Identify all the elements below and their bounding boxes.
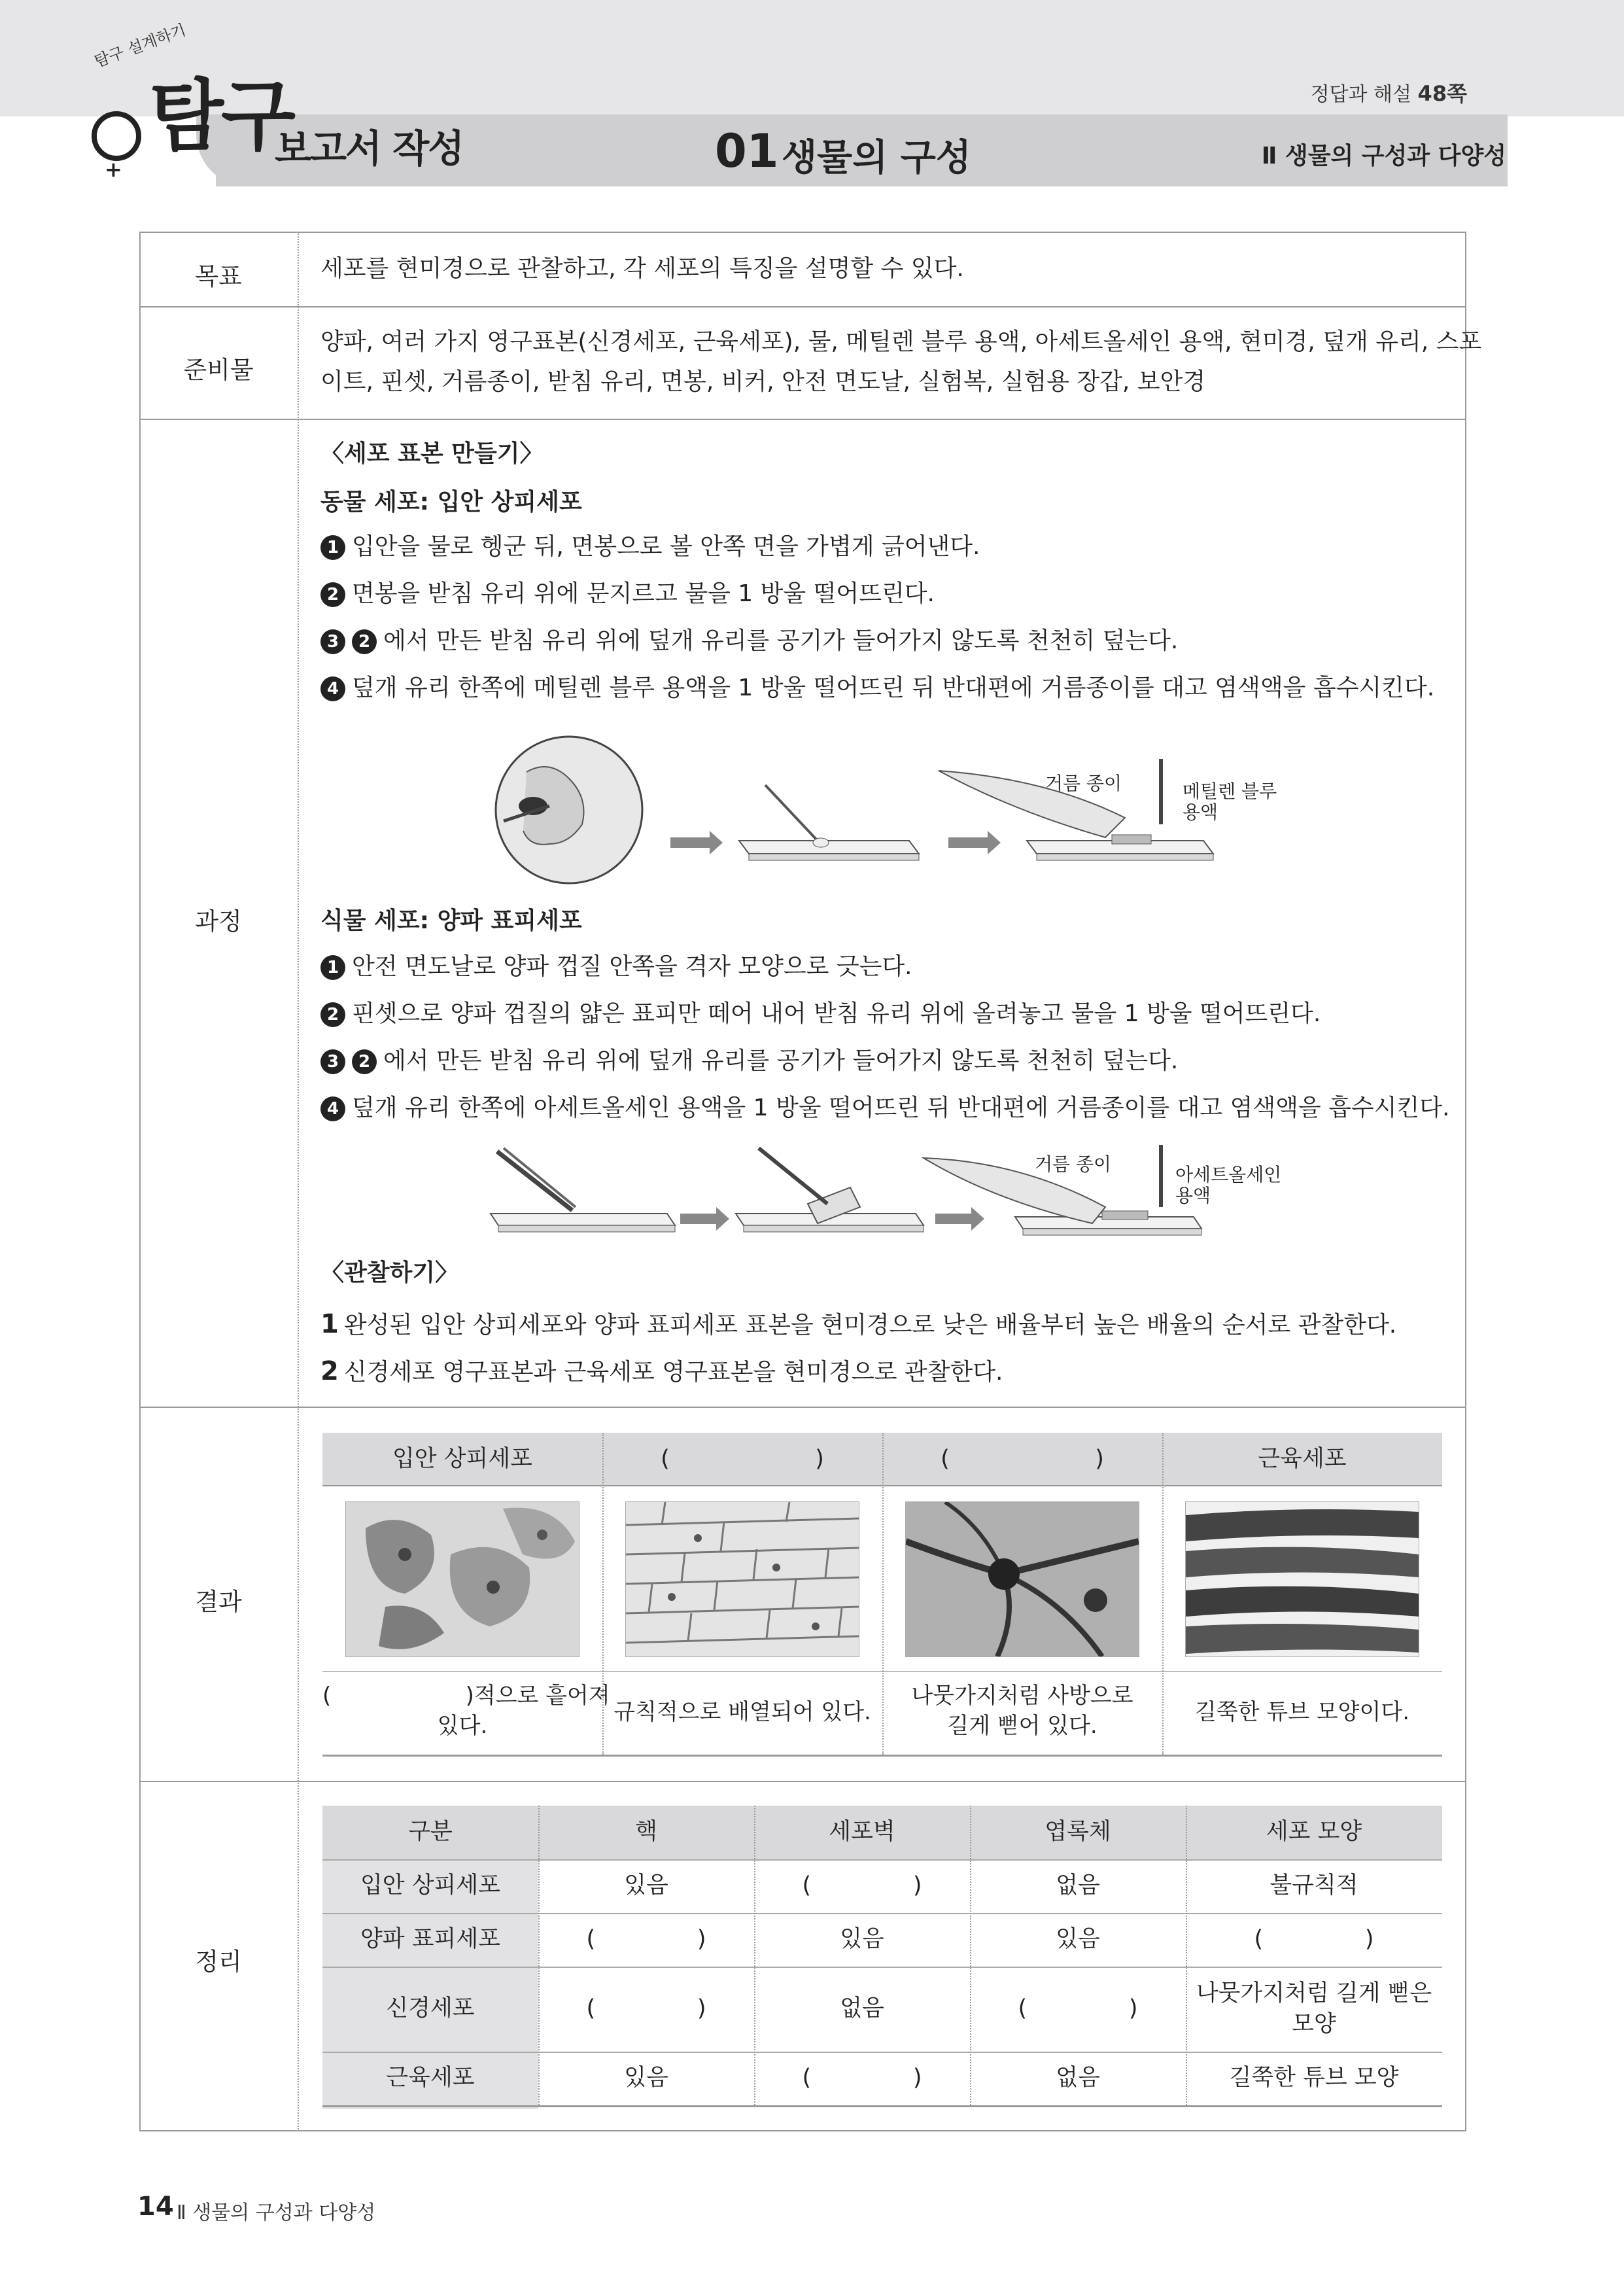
- result-header-epithelial: 입안 상피세포: [392, 1446, 532, 1472]
- result-label: 결과: [195, 1588, 242, 1616]
- plant-step-1: 1 안전 면도날로 양파 껍질 안쪽을 격자 모양으로 긋는다.: [320, 955, 912, 980]
- tweezers-slide-illustration: [491, 1148, 675, 1232]
- summary-cell: 있음: [624, 2065, 668, 2092]
- step-reference: 2: [352, 629, 377, 654]
- slide-swab-illustration: [739, 785, 919, 860]
- animal-fig-paper-label: 거름 종이: [1045, 773, 1122, 794]
- animal-cell-title: 동물 세포: 입안 상피세포: [320, 489, 582, 516]
- coverslip-slide-illustration: [736, 1148, 924, 1232]
- summary-header-nucleus: 핵: [635, 1819, 657, 1846]
- plus-icon: +: [105, 157, 122, 182]
- animal-step-2: 2 면봉을 받침 유리 위에 문지르고 물을 1 방울 떨어뜨린다.: [320, 582, 935, 607]
- answer-reference: 정답과 해설 48쪽: [1310, 81, 1467, 106]
- plant-step-2: 2 핀셋으로 양파 껍질의 얇은 표피만 떼어 내어 받침 유리 위에 올려놓고 물을 1 방울 떨어뜨린다.: [320, 1002, 1321, 1027]
- nerve-cell-micrograph: [905, 1501, 1139, 1657]
- onion-cell-micrograph: [625, 1501, 859, 1657]
- step-number: 2: [320, 1002, 345, 1027]
- summary-header-cell-shape: 세포 모양: [1266, 1819, 1362, 1846]
- animal-step-1: 1 입안을 물로 헹군 뒤, 면봉으로 볼 안쪽 면을 가볍게 긁어낸다.: [320, 535, 980, 560]
- result-caption-onion: 규칙적으로 배열되어 있다.: [613, 1699, 871, 1725]
- process-label: 과정: [195, 907, 242, 936]
- result-header-blank-1: ( ): [661, 1446, 824, 1472]
- summary-cell: 있음: [624, 1872, 668, 1899]
- summary-cell: 없음: [1056, 1872, 1100, 1899]
- badge-title: 탐구: [149, 71, 293, 161]
- summary-cell: 나뭇가지처럼 길게 뻗은 모양: [1196, 1980, 1432, 2037]
- plant-step-3: 3 2 에서 만든 받침 유리 위에 덮개 유리를 공기가 들어가지 않도록 천천히 덮는다.: [320, 1049, 1178, 1074]
- animal-step-4: 4 덮개 유리 한쪽에 메틸렌 블루 용액을 1 방울 떨어뜨린 뒤 반대편에 거름종이를 대고 염색액을 흡수시킨다.: [320, 676, 1434, 701]
- arrow-icon: [680, 1207, 729, 1231]
- row-divider: [139, 1781, 1466, 1782]
- summary-blank-cell: ( ): [1018, 1995, 1138, 2022]
- step-number: 1: [320, 1309, 339, 1339]
- chapter-title: 생물의 구성: [782, 137, 971, 179]
- summary-row-label: 양파 표피세포: [360, 1926, 500, 1953]
- summary-header-category: 구분: [408, 1819, 453, 1846]
- summary-row-label: 입안 상피세포: [360, 1872, 500, 1899]
- summary-cell: 없음: [1056, 2065, 1100, 2092]
- observe-step-2: 2 신경세포 영구표본과 근육세포 영구표본을 현미경으로 관찰한다.: [320, 1356, 1003, 1386]
- step-number: 1: [320, 535, 345, 560]
- step-number: 2: [320, 582, 345, 607]
- step-number: 4: [320, 1096, 345, 1121]
- result-header-muscle: 근육세포: [1258, 1446, 1347, 1472]
- animal-specimen-figure: [491, 733, 1275, 896]
- step-number: 3: [320, 629, 345, 654]
- magnifier-icon: [92, 111, 141, 161]
- materials-line-1: 양파, 여러 가지 영구표본(신경세포, 근육세포), 물, 메틸렌 블루 용액, 아세트올세인 용액, 현미경, 덮개 유리, 스포: [320, 328, 1482, 355]
- step-number: 2: [320, 1356, 339, 1386]
- summary-header-chloroplast: 엽록체: [1045, 1819, 1111, 1846]
- summary-cell: 있음: [840, 1926, 884, 1953]
- chapter-number: 01: [715, 124, 779, 178]
- animal-fig-stain-label: 메틸렌 블루 용액: [1183, 780, 1277, 824]
- plant-cell-title: 식물 세포: 양파 표피세포: [320, 907, 582, 934]
- summary-cell: 불규칙적: [1270, 1872, 1358, 1899]
- goal-label: 목표: [195, 262, 242, 290]
- summary-cell: 있음: [1056, 1926, 1100, 1953]
- arrow-icon: [670, 831, 723, 854]
- plant-specimen-figure: [484, 1142, 1282, 1253]
- plant-fig-paper-label: 거름 종이: [1035, 1153, 1112, 1175]
- report-label: 보고서 작성: [275, 126, 464, 171]
- summary-cell: 길쭉한 튜브 모양: [1229, 2065, 1399, 2092]
- summary-bottom-line: [322, 2105, 1442, 2107]
- summary-blank-cell: ( ): [802, 1872, 922, 1899]
- summary-blank-cell: ( ): [802, 2065, 922, 2092]
- summary-blank-cell: ( ): [586, 1995, 706, 2022]
- step-number: 4: [320, 676, 345, 701]
- plant-step-4: 4 덮개 유리 한쪽에 아세트올세인 용액을 1 방울 떨어뜨린 뒤 반대편에 거름종이를 대고 염색액을 흡수시킨다.: [320, 1096, 1449, 1121]
- result-caption-epithelial: ( )적으로 흩어져 있다.: [322, 1683, 610, 1739]
- observe-title: 〈관찰하기〉: [320, 1259, 459, 1286]
- label-divider: [298, 232, 299, 2131]
- result-bottom-line: [322, 1755, 1442, 1757]
- make-specimen-title: 〈세포 표본 만들기〉: [320, 440, 544, 467]
- summary-blank-cell: ( ): [586, 1926, 706, 1953]
- summary-label: 정리: [195, 1948, 242, 1976]
- epithelial-cell-micrograph: [345, 1501, 579, 1657]
- row-divider: [139, 306, 1466, 307]
- mouth-swab-illustration: [496, 737, 642, 883]
- materials-line-2: 이트, 핀셋, 거름종이, 받침 유리, 면봉, 비커, 안전 면도날, 실험복, 실험용 장갑, 보안경: [320, 368, 1206, 395]
- step-reference: 2: [352, 1049, 377, 1074]
- step-number: 3: [320, 1049, 345, 1074]
- animal-step-3: 3 2 에서 만든 받침 유리 위에 덮개 유리를 공기가 들어가지 않도록 천천히 덮는다.: [320, 629, 1178, 654]
- arrow-icon: [948, 831, 1001, 854]
- goal-text: 세포를 현미경으로 관찰하고, 각 세포의 특징을 설명할 수 있다.: [320, 255, 964, 282]
- step-number: 1: [320, 955, 345, 980]
- page-number: 14: [137, 2192, 174, 2222]
- arrow-icon: [935, 1207, 984, 1231]
- result-caption-muscle: 길쭉한 튜브 모양이다.: [1194, 1699, 1410, 1725]
- summary-blank-cell: ( ): [1254, 1926, 1374, 1953]
- plant-fig-stain-label: 아세트올세인 용액: [1175, 1164, 1282, 1207]
- summary-cell: 없음: [840, 1995, 884, 2022]
- row-divider: [139, 419, 1466, 420]
- summary-row-label: 신경세포: [386, 1995, 475, 2022]
- badge-subtitle: 탐구 설계하기: [92, 20, 188, 71]
- footer-section: Ⅱ 생물의 구성과 다양성: [177, 2201, 376, 2224]
- observe-step-1: 1 완성된 입안 상피세포와 양파 표피세포 표본을 현미경으로 낮은 배율부터 높은 배율의 순서로 관찰한다.: [320, 1309, 1397, 1339]
- result-header-blank-2: ( ): [941, 1446, 1104, 1472]
- result-caption-nerve: 나뭇가지처럼 사방으로 길게 뻗어 있다.: [911, 1683, 1133, 1739]
- muscle-cell-micrograph: [1185, 1501, 1419, 1657]
- row-divider: [139, 1407, 1466, 1408]
- materials-label: 준비물: [183, 356, 254, 384]
- summary-header-cell-wall: 세포벽: [829, 1819, 895, 1846]
- section-title: Ⅱ 생물의 구성과 다양성: [1261, 143, 1506, 169]
- summary-row-label: 근육세포: [386, 2065, 475, 2092]
